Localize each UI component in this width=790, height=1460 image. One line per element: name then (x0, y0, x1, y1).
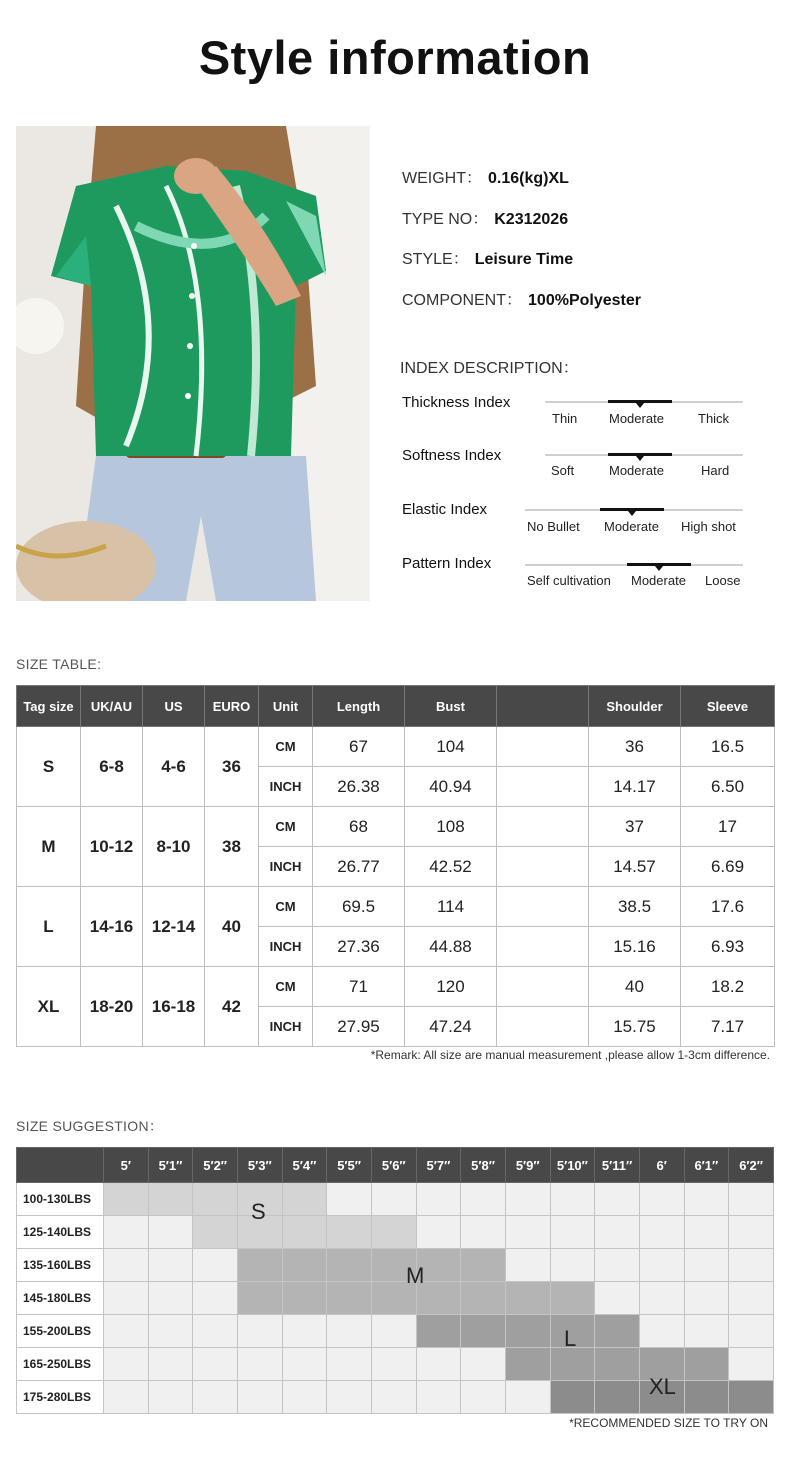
size-table (16, 685, 775, 1047)
measure-cell: 47.24 (405, 1007, 497, 1047)
unit-cell: CM (259, 887, 313, 927)
suggest-cell-filled (327, 1249, 372, 1282)
suggest-cell-filled (595, 1348, 640, 1381)
suggest-cell (595, 1282, 640, 1315)
us-cell: 12-14 (143, 887, 205, 967)
height-header: 5′3″ (237, 1148, 282, 1183)
measure-cell: 14.17 (589, 767, 681, 807)
suggest-cell (639, 1216, 684, 1249)
suggest-cell (416, 1216, 461, 1249)
weight-row (17, 1216, 774, 1249)
index-label: Moderate (631, 573, 686, 588)
suggest-cell (104, 1381, 149, 1414)
measure-cell: 67 (313, 727, 405, 767)
weight-label: 145-180LBS (17, 1282, 104, 1315)
euro-cell: 40 (205, 887, 259, 967)
suggest-cell (327, 1381, 372, 1414)
measure-cell: 27.95 (313, 1007, 405, 1047)
us-cell: 8-10 (143, 807, 205, 887)
measure-cell: 40.94 (405, 767, 497, 807)
measure-cell: 6.69 (681, 847, 775, 887)
tag-size-cell: M (17, 807, 81, 887)
suggest-cell-filled (550, 1348, 595, 1381)
suggest-cell-filled (371, 1216, 416, 1249)
unit-cell: INCH (259, 1007, 313, 1047)
suggest-cell (148, 1282, 193, 1315)
index-name-elastic: Elastic Index (402, 501, 488, 518)
suggest-cell (684, 1183, 729, 1216)
suggest-cell (595, 1216, 640, 1249)
suggest-cell (595, 1249, 640, 1282)
suggest-cell (148, 1249, 193, 1282)
measure-cell: 27.36 (313, 927, 405, 967)
spec-type: TYPE NO： K2312026 (402, 211, 569, 228)
index-tick-elastic (628, 511, 636, 516)
measure-cell: 36 (589, 727, 681, 767)
suggest-cell (371, 1315, 416, 1348)
unit-cell: CM (259, 727, 313, 767)
suggest-cell (505, 1249, 550, 1282)
ukau-cell: 6-8 (81, 727, 143, 807)
suggest-cell (416, 1183, 461, 1216)
euro-cell: 36 (205, 727, 259, 807)
size-row-cm (17, 887, 775, 927)
suggest-cell (505, 1216, 550, 1249)
suggest-cell (327, 1315, 372, 1348)
index-label: Self cultivation (527, 573, 611, 588)
col-header: Tag size (17, 686, 81, 727)
unit-cell: CM (259, 967, 313, 1007)
suggest-cell (193, 1315, 238, 1348)
weight-row (17, 1315, 774, 1348)
suggest-cell (729, 1348, 774, 1381)
suggest-size-l: L (564, 1326, 577, 1351)
measure-cell (497, 727, 589, 767)
size-row-cm (17, 727, 775, 767)
suggest-cell (550, 1183, 595, 1216)
suggest-cell (237, 1381, 282, 1414)
index-label: Thick (698, 411, 730, 426)
measure-cell: 37 (589, 807, 681, 847)
euro-cell: 42 (205, 967, 259, 1047)
col-header: Shoulder (589, 686, 681, 727)
suggest-cell-filled (684, 1348, 729, 1381)
ukau-cell: 10-12 (81, 807, 143, 887)
measure-cell: 69.5 (313, 887, 405, 927)
suggest-cell-filled (595, 1315, 640, 1348)
measure-cell: 16.5 (681, 727, 775, 767)
height-header: 5′4″ (282, 1148, 327, 1183)
unit-cell: INCH (259, 847, 313, 887)
measure-cell: 44.88 (405, 927, 497, 967)
suggest-cell (684, 1249, 729, 1282)
height-header: 6′ (639, 1148, 684, 1183)
unit-cell: INCH (259, 927, 313, 967)
suggest-cell (282, 1381, 327, 1414)
index-title: INDEX DESCRIPTION： (400, 360, 579, 377)
recommend-note: *RECOMMENDED SIZE TO TRY ON (569, 1416, 768, 1430)
suggest-cell (684, 1216, 729, 1249)
suggest-cell-filled (505, 1282, 550, 1315)
size-suggestion-label: SIZE SUGGESTION： (16, 1118, 164, 1134)
measure-cell: 38.5 (589, 887, 681, 927)
height-header: 5′7″ (416, 1148, 461, 1183)
height-header: 5′ (104, 1148, 149, 1183)
suggest-cell-filled (550, 1282, 595, 1315)
measure-cell: 15.75 (589, 1007, 681, 1047)
measure-cell: 120 (405, 967, 497, 1007)
suggest-cell (282, 1348, 327, 1381)
suggest-cell (148, 1348, 193, 1381)
page-title: Style information (198, 31, 592, 84)
suggest-cell-filled (550, 1381, 595, 1414)
weight-label: 100-130LBS (17, 1183, 104, 1216)
height-header: 5′1″ (148, 1148, 193, 1183)
suggest-cell (416, 1348, 461, 1381)
suggest-cell-filled (461, 1282, 506, 1315)
suggest-cell-filled (237, 1282, 282, 1315)
suggest-cell (104, 1348, 149, 1381)
spec-weight: WEIGHT： 0.16(kg)XL (402, 170, 569, 187)
spec-component: COMPONENT： 100%Polyester (402, 292, 641, 309)
suggest-cell-filled (416, 1315, 461, 1348)
unit-cell: INCH (259, 767, 313, 807)
suggest-cell (729, 1216, 774, 1249)
measure-cell: 18.2 (681, 967, 775, 1007)
suggest-size-xl: XL (649, 1374, 676, 1399)
suggest-cell (327, 1183, 372, 1216)
index-label: Thin (552, 411, 578, 426)
suggest-cell-filled (282, 1249, 327, 1282)
suggest-cell (104, 1249, 149, 1282)
measure-cell: 42.52 (405, 847, 497, 887)
suggest-cell (684, 1282, 729, 1315)
index-name-softness: Softness Index (402, 447, 502, 464)
suggest-cell (461, 1216, 506, 1249)
index-tick-softness (636, 456, 644, 461)
suggest-cell-filled (282, 1216, 327, 1249)
ukau-cell: 18-20 (81, 967, 143, 1047)
col-header: Length (313, 686, 405, 727)
size-row-cm (17, 967, 775, 1007)
suggest-cell (729, 1183, 774, 1216)
ukau-cell: 14-16 (81, 887, 143, 967)
suggest-cell (193, 1249, 238, 1282)
size-row-cm (17, 807, 775, 847)
suggest-cell (461, 1348, 506, 1381)
tag-size-cell: XL (17, 967, 81, 1047)
size-table-header (17, 686, 775, 727)
measure-cell: 17 (681, 807, 775, 847)
suggest-cell (729, 1315, 774, 1348)
measure-cell (497, 767, 589, 807)
suggest-cell (371, 1348, 416, 1381)
index-label: Loose (705, 573, 741, 588)
suggest-cell (505, 1381, 550, 1414)
suggest-cell (104, 1216, 149, 1249)
weight-label: 135-160LBS (17, 1249, 104, 1282)
suggest-cell-filled (595, 1381, 640, 1414)
suggest-cell (461, 1381, 506, 1414)
index-name-thickness: Thickness Index (402, 394, 511, 411)
tag-size-cell: L (17, 887, 81, 967)
suggest-cell-filled (505, 1348, 550, 1381)
suggest-cell (639, 1249, 684, 1282)
spec-style: STYLE： Leisure Time (402, 251, 574, 268)
corner-cell (17, 1148, 104, 1183)
suggest-cell (729, 1282, 774, 1315)
height-header: 6′1″ (684, 1148, 729, 1183)
measure-cell (497, 927, 589, 967)
index-label: Moderate (609, 463, 664, 478)
product-photo (16, 126, 370, 601)
suggest-cell-filled (193, 1216, 238, 1249)
suggest-cell (639, 1183, 684, 1216)
suggest-cell (371, 1183, 416, 1216)
tag-size-cell: S (17, 727, 81, 807)
suggest-cell (505, 1183, 550, 1216)
measure-cell: 104 (405, 727, 497, 767)
measure-cell: 6.50 (681, 767, 775, 807)
suggest-cell (684, 1315, 729, 1348)
suggest-cell (148, 1216, 193, 1249)
suggest-cell (461, 1183, 506, 1216)
suggest-cell (639, 1282, 684, 1315)
suggest-cell (104, 1315, 149, 1348)
suggest-cell (237, 1348, 282, 1381)
size-table-label: SIZE TABLE: (16, 656, 102, 672)
col-header: US (143, 686, 205, 727)
suggest-cell (193, 1381, 238, 1414)
measure-cell: 17.6 (681, 887, 775, 927)
suggest-cell (104, 1282, 149, 1315)
measure-cell: 40 (589, 967, 681, 1007)
suggest-size-m: M (406, 1263, 425, 1288)
suggest-cell (237, 1315, 282, 1348)
weight-row (17, 1249, 774, 1282)
suggest-cell-filled (684, 1381, 729, 1414)
weight-label: 175-280LBS (17, 1381, 104, 1414)
measure-cell: 14.57 (589, 847, 681, 887)
weight-row (17, 1282, 774, 1315)
height-header: 5′6″ (371, 1148, 416, 1183)
index-label: High shot (681, 519, 736, 534)
suggest-cell (282, 1315, 327, 1348)
height-header: 5′5″ (327, 1148, 372, 1183)
measure-cell: 26.38 (313, 767, 405, 807)
measure-cell: 6.93 (681, 927, 775, 967)
index-name-pattern: Pattern Index (402, 555, 492, 572)
index-tick-thickness (636, 403, 644, 408)
measure-cell (497, 807, 589, 847)
suggest-cell-filled (104, 1183, 149, 1216)
euro-cell: 38 (205, 807, 259, 887)
suggest-cell-filled (461, 1315, 506, 1348)
index-label: No Bullet (527, 519, 580, 534)
index-label: Soft (551, 463, 575, 478)
index-label: Moderate (609, 411, 664, 426)
measure-cell: 71 (313, 967, 405, 1007)
weight-label: 125-140LBS (17, 1216, 104, 1249)
height-header: 5′11″ (595, 1148, 640, 1183)
col-header: UK/AU (81, 686, 143, 727)
col-header (497, 686, 589, 727)
suggest-cell (371, 1381, 416, 1414)
size-suggestion-header (17, 1148, 774, 1183)
size-remark: *Remark: All size are manual measurement ,please allow 1-3cm difference. (370, 1048, 770, 1062)
suggest-cell (595, 1183, 640, 1216)
suggest-size-s: S (251, 1199, 266, 1224)
measure-cell: 7.17 (681, 1007, 775, 1047)
suggest-cell-filled (282, 1183, 327, 1216)
suggest-cell (729, 1249, 774, 1282)
suggest-cell (416, 1381, 461, 1414)
height-header: 5′2″ (193, 1148, 238, 1183)
suggest-cell-filled (327, 1282, 372, 1315)
weight-row (17, 1183, 774, 1216)
height-header: 5′9″ (505, 1148, 550, 1183)
col-header: EURO (205, 686, 259, 727)
suggest-cell-filled (282, 1282, 327, 1315)
height-header: 6′2″ (729, 1148, 774, 1183)
suggest-cell-filled (237, 1249, 282, 1282)
suggest-cell (550, 1249, 595, 1282)
weight-label: 155-200LBS (17, 1315, 104, 1348)
suggest-cell-filled (193, 1183, 238, 1216)
measure-cell (497, 847, 589, 887)
col-header: Unit (259, 686, 313, 727)
measure-cell (497, 967, 589, 1007)
us-cell: 16-18 (143, 967, 205, 1047)
suggest-cell (193, 1282, 238, 1315)
suggest-cell (148, 1315, 193, 1348)
measure-cell: 26.77 (313, 847, 405, 887)
height-header: 5′10″ (550, 1148, 595, 1183)
measure-cell: 68 (313, 807, 405, 847)
measure-cell: 15.16 (589, 927, 681, 967)
col-header: Bust (405, 686, 497, 727)
suggest-cell (327, 1348, 372, 1381)
suggest-cell-filled (148, 1183, 193, 1216)
unit-cell: CM (259, 807, 313, 847)
height-header: 5′8″ (461, 1148, 506, 1183)
measure-cell: 114 (405, 887, 497, 927)
suggest-cell-filled (729, 1381, 774, 1414)
measure-cell (497, 887, 589, 927)
weight-label: 165-250LBS (17, 1348, 104, 1381)
index-label: Hard (701, 463, 730, 478)
suggest-cell-filled (327, 1216, 372, 1249)
us-cell: 4-6 (143, 727, 205, 807)
index-label: Moderate (604, 519, 659, 534)
suggest-cell (193, 1348, 238, 1381)
index-tick-pattern (655, 566, 663, 571)
measure-cell (497, 1007, 589, 1047)
suggest-cell (639, 1315, 684, 1348)
measure-cell: 108 (405, 807, 497, 847)
suggest-cell (148, 1381, 193, 1414)
suggest-cell-filled (505, 1315, 550, 1348)
suggest-cell (550, 1216, 595, 1249)
suggest-cell-filled (461, 1249, 506, 1282)
col-header: Sleeve (681, 686, 775, 727)
